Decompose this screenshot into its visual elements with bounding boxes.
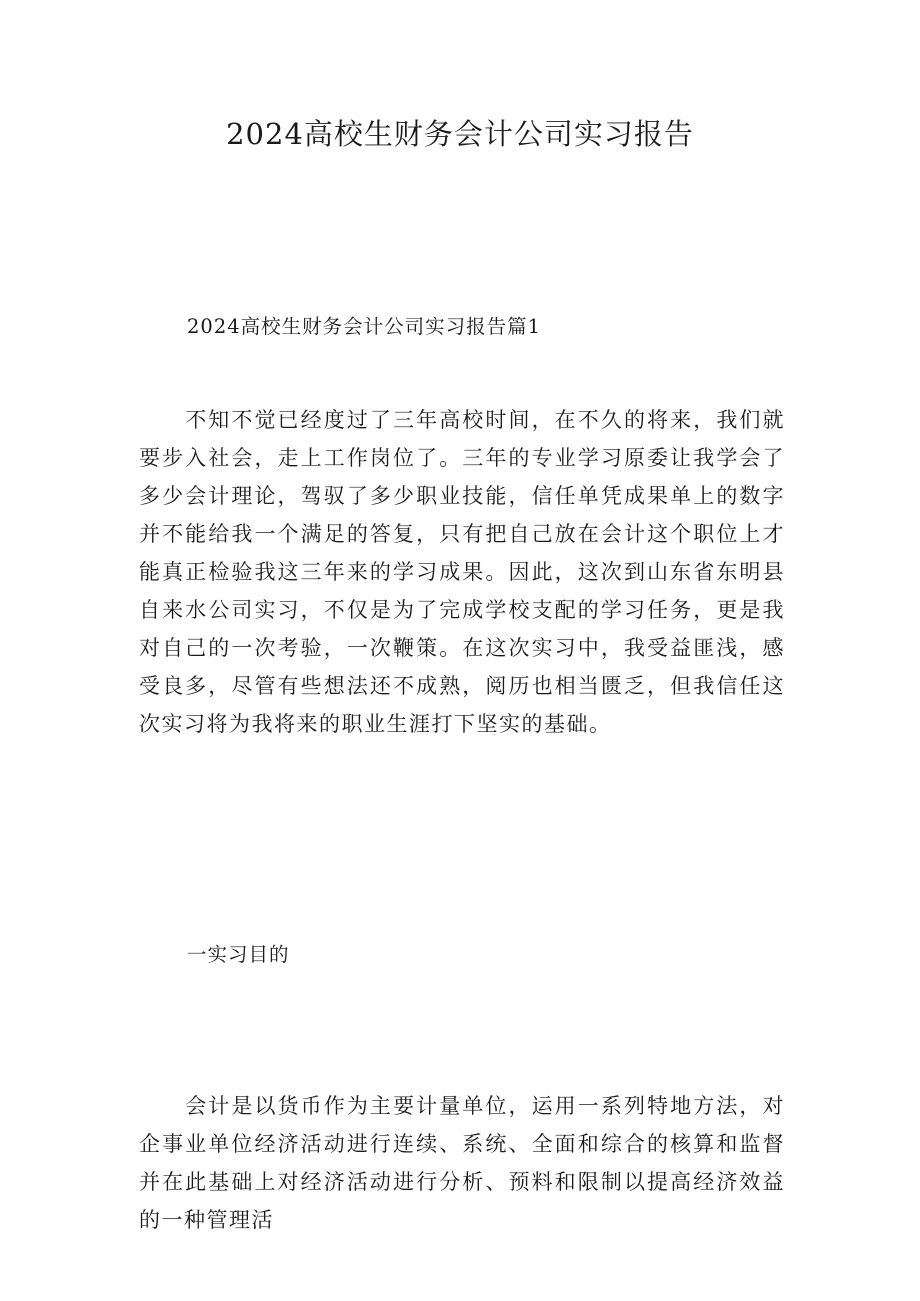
intro-paragraph: 不知不觉已经度过了三年高校时间，在不久的将来，我们就要步入社会，走上工作岗位了。三年的专业学习原委让我学会了多少会计理论，驾驭了多少职业技能，信任单凭成果单上的数字并不能给我一个满足的答复，只有把自己放在会计这个职位上才能真正检验我这三年来的学习成果。因此，这次到山东省东明县自来水公司实习，不仅是为了完成学校支配的学习任务，更是我对自己的一次考验，一次鞭策。在这次实习中，我受益匪浅，感受良多，尽管有些想法还不成熟，阅历也相当匮乏，但我信任这次实习将为我将来的职业生涯打下坚实的基础。 xyxy=(139,408,785,736)
section-heading-part-1: 2024高校生财务会计公司实习报告篇1 xyxy=(187,315,542,338)
document-title: 2024高校生财务会计公司实习报告 xyxy=(226,117,694,151)
accounting-definition-paragraph: 会计是以货币作为主要计量单位，运用一系列特地方法，对企事业单位经济活动进行连续、系统、全面和综合的核算和监督并在此基础上对经济活动进行分析、预料和限制以提高经济效益的一种管理活 xyxy=(139,1094,785,1232)
section-heading-internship-purpose: 一实习目的 xyxy=(187,943,290,966)
